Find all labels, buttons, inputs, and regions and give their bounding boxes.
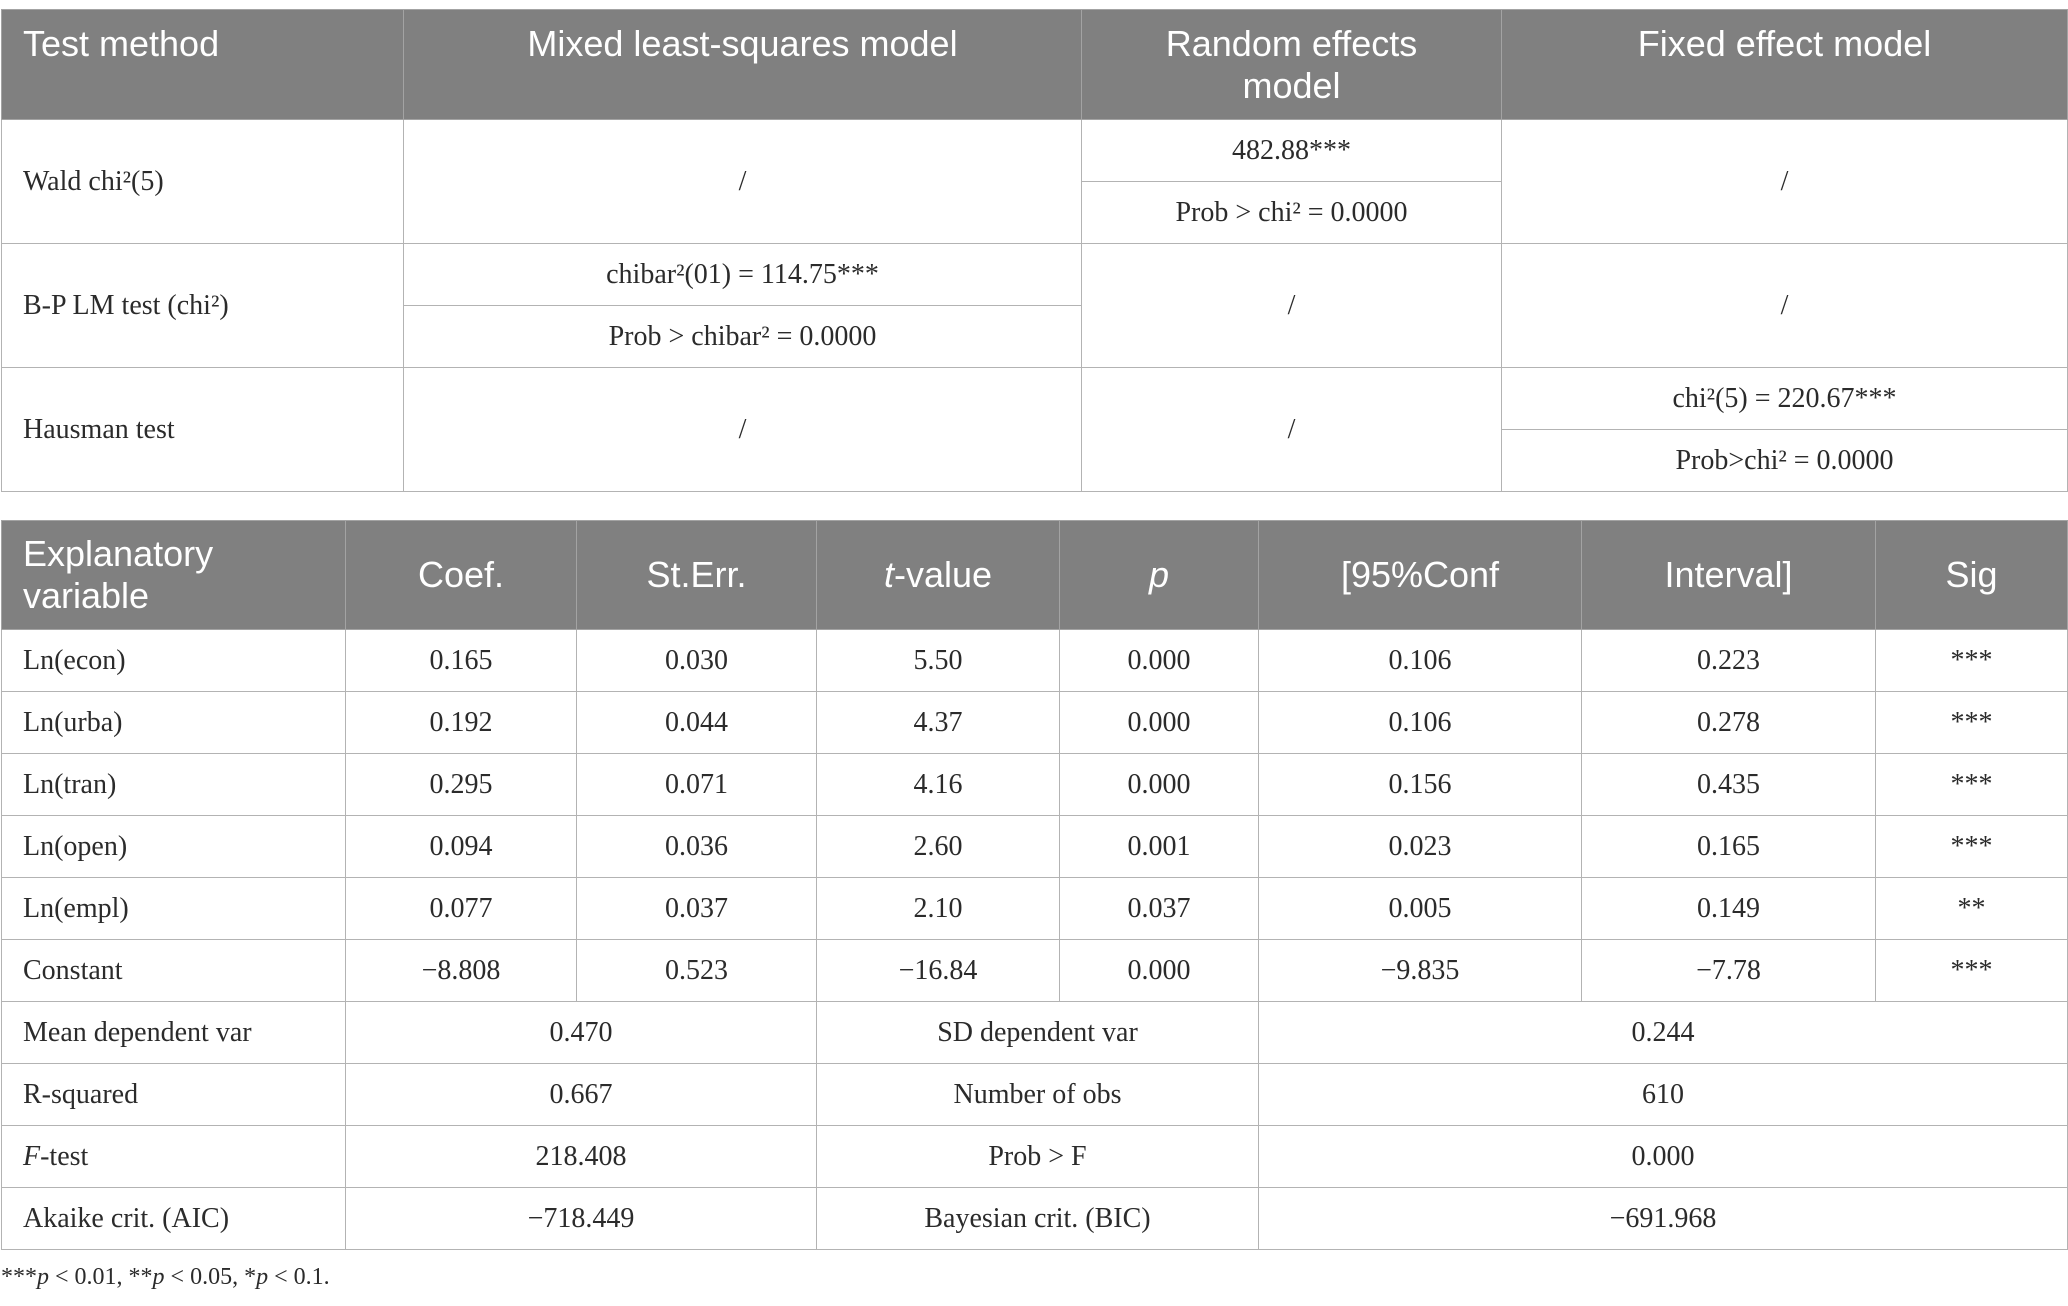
stats-row	[2, 1126, 2068, 1188]
header-mixed-least-squares-model: Mixed least-squares model	[404, 10, 1082, 120]
st-err-cell: 0.037	[577, 878, 817, 940]
conf-low-cell: 0.005	[1259, 878, 1582, 940]
wald-row	[2, 120, 2068, 182]
stat-value: 0.000	[1259, 1126, 2068, 1188]
model-selection-table	[1, 9, 2068, 492]
stats-row	[2, 1002, 2068, 1064]
header-conf-low: [95%Conf	[1259, 521, 1582, 630]
bp-lm-fixed-value: /	[1502, 244, 2068, 368]
conf-low-cell: 0.106	[1259, 630, 1582, 692]
conf-low-cell: 0.106	[1259, 692, 1582, 754]
regression-header-row	[2, 521, 2068, 630]
stats-row	[2, 1188, 2068, 1250]
bp-lm-test-label: B-P LM test (chi²)	[2, 244, 404, 368]
stat-label: SD dependent var	[817, 1002, 1259, 1064]
footnote-italic-p: p	[256, 1264, 269, 1290]
stat-label: Mean dependent var	[2, 1002, 346, 1064]
coef-cell: 0.094	[346, 816, 577, 878]
st-err-cell: 0.523	[577, 940, 817, 1002]
hausman-mixed-value: /	[404, 368, 1082, 492]
hausman-fixed-stat: chi²(5) = 220.67***	[1502, 368, 2068, 430]
footnote-text: < 0.05, *	[164, 1264, 257, 1290]
stat-value: 610	[1259, 1064, 2068, 1126]
variable-name: Ln(empl)	[2, 878, 346, 940]
variable-name: Ln(econ)	[2, 630, 346, 692]
bp-lm-mixed-prob: Prob > chibar² = 0.0000	[404, 306, 1082, 368]
stat-label: Prob > F	[817, 1126, 1259, 1188]
stat-value: 218.408	[346, 1126, 817, 1188]
table-row	[2, 692, 2068, 754]
coef-cell: 0.077	[346, 878, 577, 940]
variable-name: Constant	[2, 940, 346, 1002]
table-row	[2, 754, 2068, 816]
footnote-italic-p: p	[152, 1264, 165, 1290]
conf-high-cell: 0.223	[1582, 630, 1876, 692]
t-value-cell: 2.10	[817, 878, 1060, 940]
stat-value: −718.449	[346, 1188, 817, 1250]
footnote-text: < 0.1.	[268, 1264, 330, 1290]
header-sig: Sig	[1876, 521, 2068, 630]
sig-cell: ***	[1876, 816, 2068, 878]
p-cell: 0.000	[1060, 692, 1259, 754]
coef-cell: 0.295	[346, 754, 577, 816]
bp-lm-random-value: /	[1082, 244, 1502, 368]
conf-low-cell: 0.023	[1259, 816, 1582, 878]
stat-label: Number of obs	[817, 1064, 1259, 1126]
bp-lm-mixed-stat: chibar²(01) = 114.75***	[404, 244, 1082, 306]
t-value-cell: 5.50	[817, 630, 1060, 692]
table-row	[2, 816, 2068, 878]
stat-label: R-squared	[2, 1064, 346, 1126]
p-cell: 0.000	[1060, 940, 1259, 1002]
hausman-row	[2, 368, 2068, 430]
conf-low-cell: 0.156	[1259, 754, 1582, 816]
model-selection-header-row	[2, 10, 2068, 120]
wald-fixed-value: /	[1502, 120, 2068, 244]
t-value-cell: 2.60	[817, 816, 1060, 878]
coef-cell: −8.808	[346, 940, 577, 1002]
stat-label-italic: F	[23, 1140, 41, 1172]
st-err-cell: 0.071	[577, 754, 817, 816]
stat-label: Akaike crit. (AIC)	[2, 1188, 346, 1250]
hausman-fixed-prob: Prob>chi² = 0.0000	[1502, 430, 2068, 492]
header-coef: Coef.	[346, 521, 577, 630]
variable-name: Ln(open)	[2, 816, 346, 878]
header-random-effects-model-label: Random effects model	[1165, 23, 1418, 106]
header-conf-high: Interval]	[1582, 521, 1876, 630]
conf-high-cell: −7.78	[1582, 940, 1876, 1002]
stat-label	[2, 1126, 346, 1188]
header-test-method: Test method	[2, 10, 404, 120]
conf-high-cell: 0.149	[1582, 878, 1876, 940]
wald-mixed-value: /	[404, 120, 1082, 244]
coef-cell: 0.165	[346, 630, 577, 692]
header-explanatory-variable: Explanatory variable	[2, 521, 346, 630]
sig-cell: ***	[1876, 630, 2068, 692]
coef-cell: 0.192	[346, 692, 577, 754]
stat-value: −691.968	[1259, 1188, 2068, 1250]
wald-random-prob: Prob > chi² = 0.0000	[1082, 182, 1502, 244]
st-err-cell: 0.044	[577, 692, 817, 754]
p-cell: 0.000	[1060, 630, 1259, 692]
table-row	[2, 878, 2068, 940]
stat-value: 0.470	[346, 1002, 817, 1064]
stats-row	[2, 1064, 2068, 1126]
sig-cell: **	[1876, 878, 2068, 940]
header-fixed-effect-model: Fixed effect model	[1502, 10, 2068, 120]
header-t-value-rest: -value	[893, 554, 993, 595]
header-p	[1060, 521, 1259, 630]
stat-value: 0.667	[346, 1064, 817, 1126]
p-cell: 0.001	[1060, 816, 1259, 878]
sig-cell: ***	[1876, 692, 2068, 754]
variable-name: Ln(tran)	[2, 754, 346, 816]
header-t-value-italic: t	[883, 554, 894, 595]
sig-cell: ***	[1876, 940, 2068, 1002]
t-value-cell: 4.16	[817, 754, 1060, 816]
conf-high-cell: 0.165	[1582, 816, 1876, 878]
p-cell: 0.000	[1060, 754, 1259, 816]
conf-high-cell: 0.278	[1582, 692, 1876, 754]
header-t-value	[817, 521, 1060, 630]
footnote-text: ***	[1, 1264, 37, 1290]
sig-cell: ***	[1876, 754, 2068, 816]
header-random-effects-model	[1082, 10, 1502, 120]
table-row	[2, 630, 2068, 692]
hausman-test-label: Hausman test	[2, 368, 404, 492]
hausman-random-value: /	[1082, 368, 1502, 492]
significance-footnote	[1, 1262, 330, 1292]
wald-random-stat: 482.88***	[1082, 120, 1502, 182]
conf-low-cell: −9.835	[1259, 940, 1582, 1002]
conf-high-cell: 0.435	[1582, 754, 1876, 816]
p-cell: 0.037	[1060, 878, 1259, 940]
header-p-label: p	[1148, 554, 1170, 595]
bp-lm-row	[2, 244, 2068, 306]
stat-label-rest: -test	[40, 1140, 89, 1172]
table-row	[2, 940, 2068, 1002]
stat-value: 0.244	[1259, 1002, 2068, 1064]
variable-name: Ln(urba)	[2, 692, 346, 754]
st-err-cell: 0.036	[577, 816, 817, 878]
stat-label: Bayesian crit. (BIC)	[817, 1188, 1259, 1250]
footnote-italic-p: p	[37, 1264, 49, 1290]
regression-table	[1, 520, 2068, 1250]
footnote-text: < 0.01, **	[49, 1264, 153, 1290]
t-value-cell: 4.37	[817, 692, 1060, 754]
t-value-cell: −16.84	[817, 940, 1060, 1002]
st-err-cell: 0.030	[577, 630, 817, 692]
header-st-err: St.Err.	[577, 521, 817, 630]
wald-chi2-label: Wald chi²(5)	[2, 120, 404, 244]
